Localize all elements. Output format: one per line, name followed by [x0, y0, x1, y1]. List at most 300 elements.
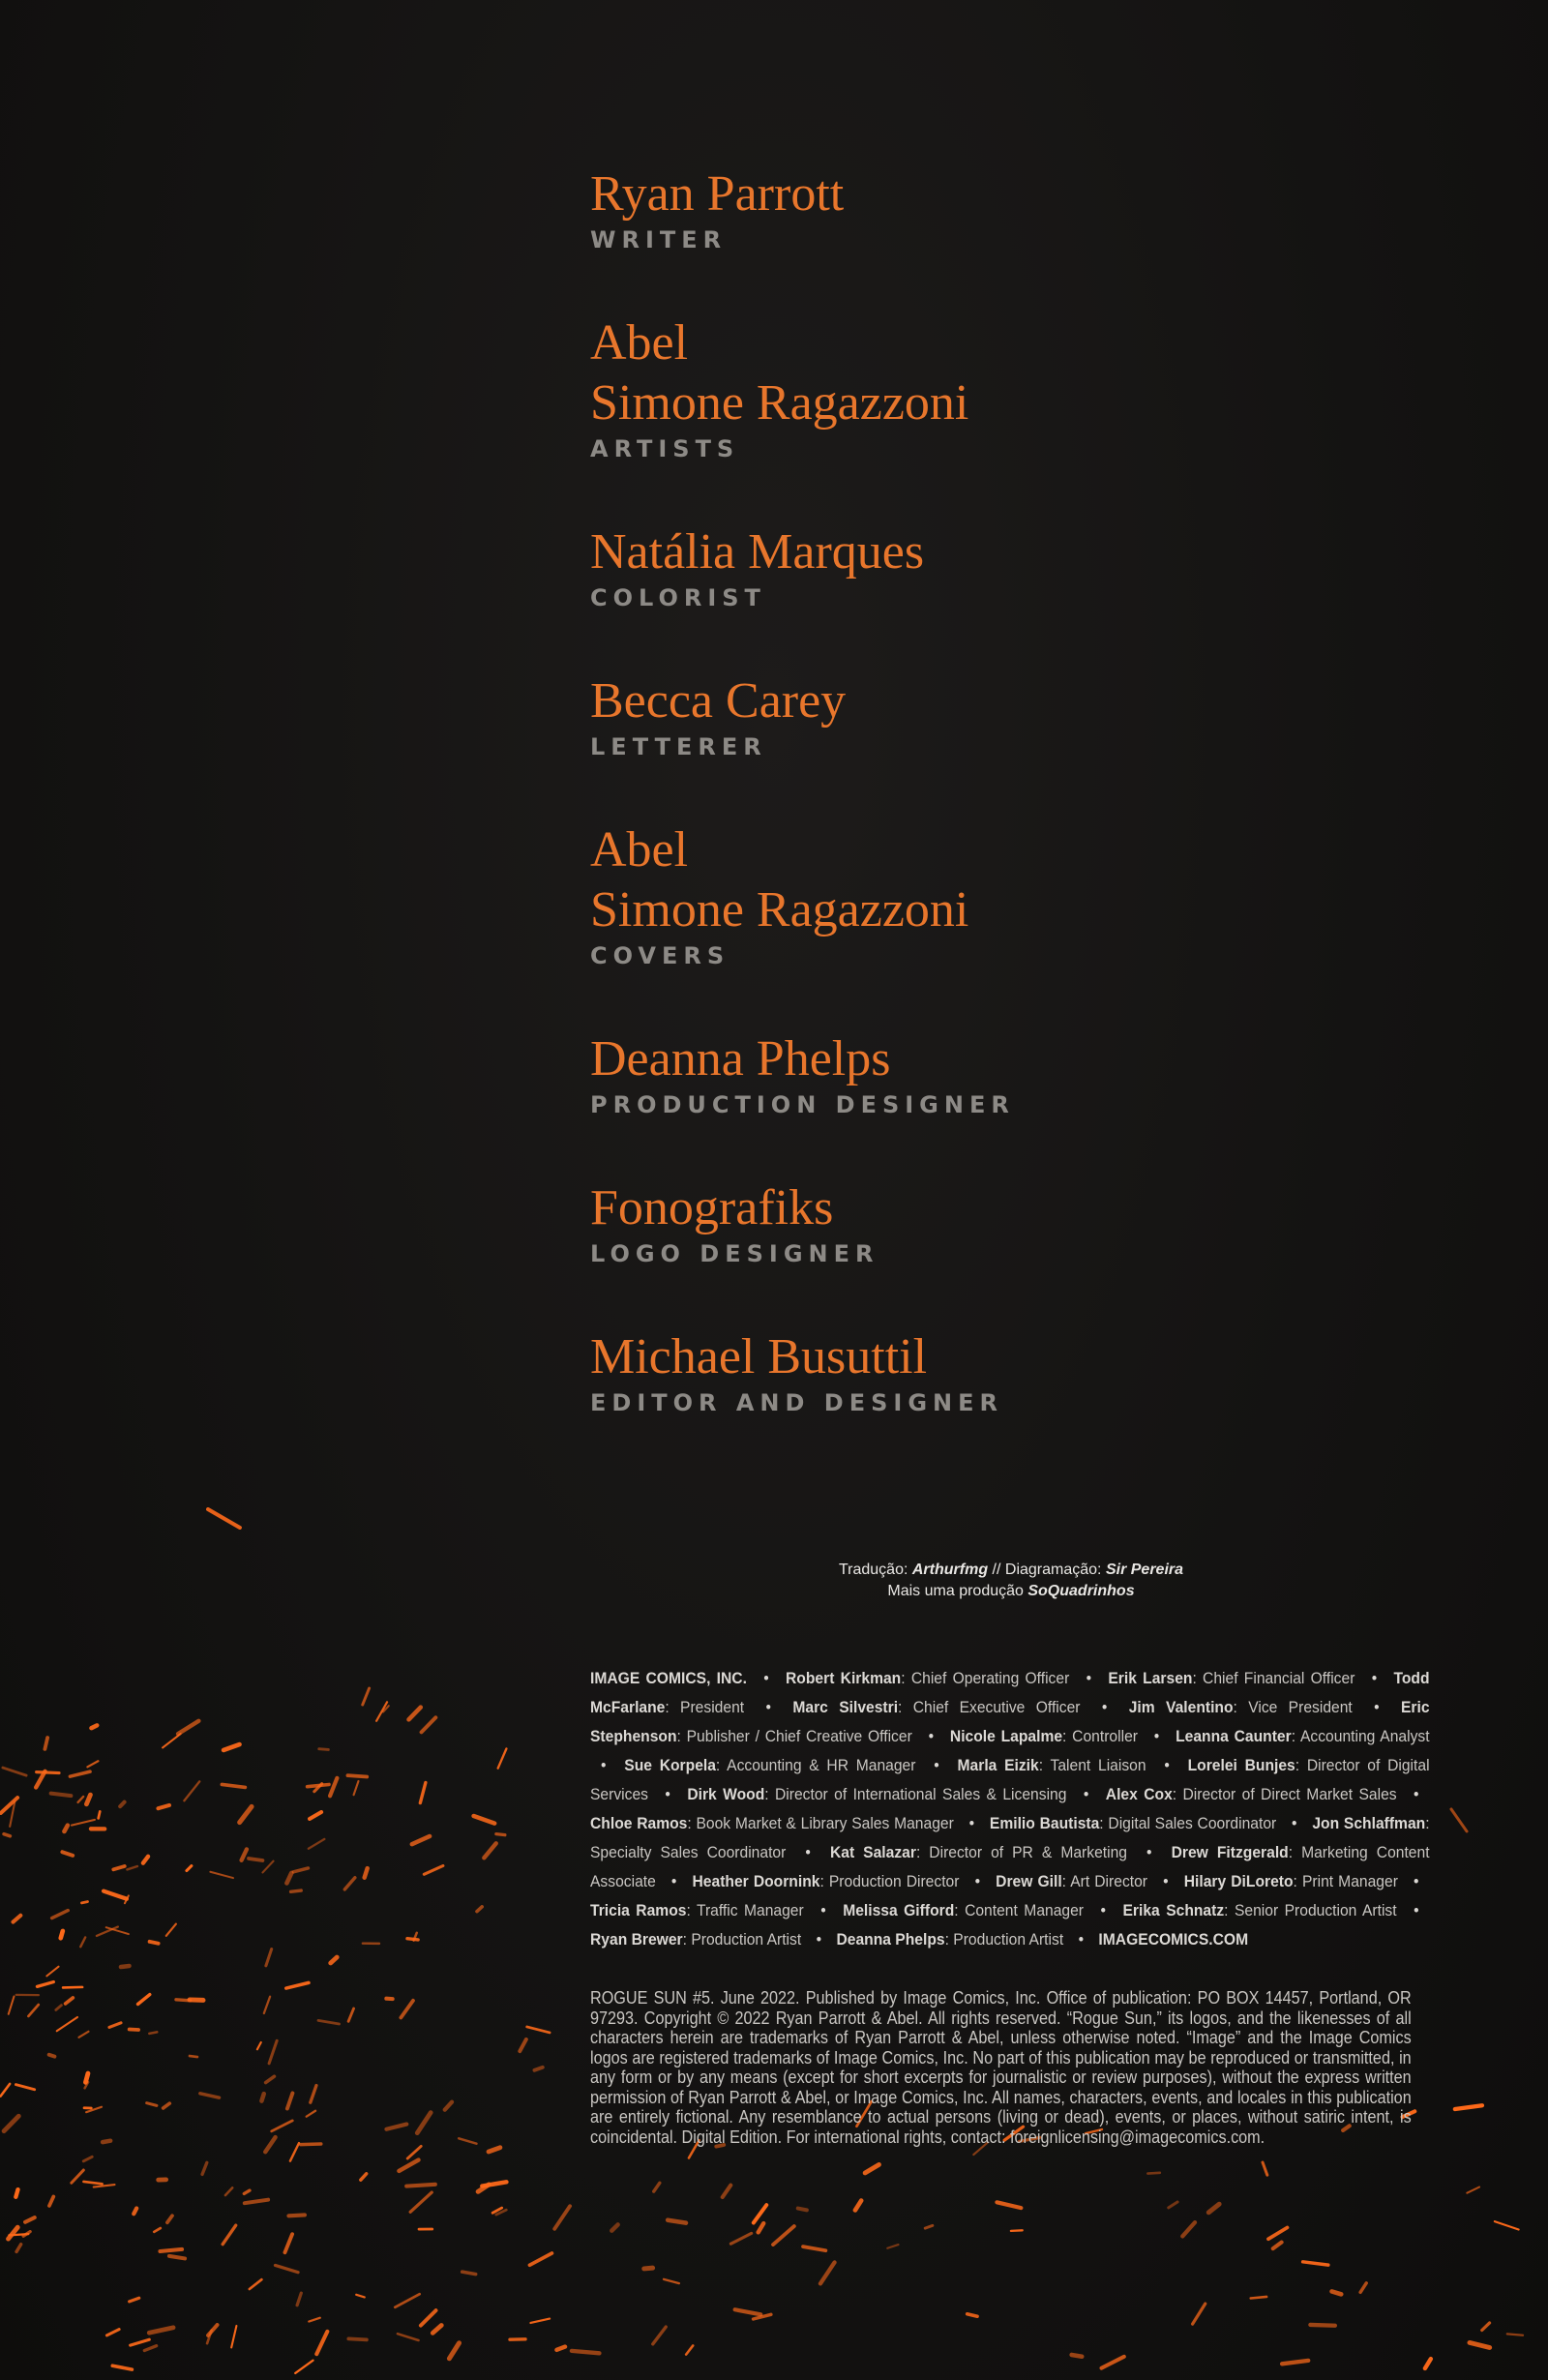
ember-spark — [70, 1771, 90, 1776]
ember-spark — [307, 2111, 315, 2117]
bullet-separator: • — [763, 1669, 769, 1687]
ember-spark — [1263, 2162, 1267, 2175]
ember-spark — [668, 2220, 686, 2223]
ember-spark — [477, 1907, 482, 1912]
ember-spark — [1303, 2262, 1328, 2265]
ember-spark — [1268, 2227, 1288, 2239]
staff-entry — [590, 1669, 747, 1687]
ember-spark — [49, 2196, 53, 2205]
ember-spark — [887, 2245, 898, 2248]
ember-spark — [51, 1794, 72, 1797]
staff-name: Drew Fitzgerald — [1171, 1843, 1289, 1861]
staff-title: : Chief Executive Officer — [898, 1698, 1081, 1716]
staff-title: : Accounting & HR Manager — [715, 1756, 916, 1774]
ember-spark — [154, 2228, 161, 2232]
ember-spark — [1360, 2283, 1366, 2293]
bullet-separator: • — [1414, 1901, 1419, 1919]
ember-spark — [1482, 2323, 1490, 2331]
ember-spark — [773, 2226, 794, 2245]
ember-spark — [459, 2138, 476, 2143]
ember-spark — [245, 2200, 268, 2204]
translator-name: Arthurfmg — [911, 1562, 989, 1578]
staff-name: Sue Korpela — [624, 1756, 716, 1774]
ember-spark — [160, 2249, 182, 2251]
staff-title: : Traffic Manager — [686, 1901, 804, 1919]
staff-title: : Accounting Analyst — [1291, 1727, 1430, 1745]
ember-spark — [330, 1778, 337, 1796]
staff-name: IMAGECOMICS.COM — [1098, 1930, 1249, 1949]
credit-name: Becca Carey — [590, 673, 847, 729]
ember-spark — [16, 2245, 21, 2252]
staff-title: : Chief Financial Officer — [1192, 1669, 1355, 1687]
ember-spark — [530, 2319, 550, 2323]
ember-spark — [489, 2148, 500, 2152]
credit-covers — [590, 820, 1461, 969]
ember-spark — [266, 1949, 272, 1966]
ember-spark — [66, 1998, 74, 2004]
ember-spark — [432, 2325, 441, 2333]
staff-title: : Talent Liaison — [1038, 1756, 1146, 1774]
ember-spark — [225, 2187, 232, 2195]
bullet-separator: • — [934, 1756, 939, 1774]
bullet-separator: • — [1146, 1843, 1152, 1861]
ember-spark — [654, 2183, 660, 2191]
bullet-separator: • — [670, 1872, 677, 1890]
credit-role: LOGO DESIGNER — [590, 1240, 879, 1267]
bullet-separator: • — [820, 1901, 826, 1919]
staff-entry — [1106, 1785, 1397, 1803]
staff-name: Tricia Ramos — [590, 1901, 687, 1919]
ember-spark — [409, 1708, 421, 1720]
staff-name: Chloe Ramos — [590, 1814, 688, 1832]
ember-spark — [556, 2347, 565, 2350]
ember-spark — [311, 2086, 316, 2103]
ember-spark — [410, 2192, 432, 2212]
ember-spark — [406, 2185, 435, 2187]
ember-spark — [83, 2157, 92, 2161]
staff-entry — [843, 1901, 1084, 1919]
credit-editor — [590, 1327, 1461, 1416]
ember-spark — [925, 2225, 933, 2228]
ember-spark — [87, 1761, 98, 1767]
staff-name: Robert Kirkman — [786, 1669, 902, 1687]
staff-entry — [958, 1756, 1146, 1774]
ember-spark — [347, 1775, 367, 1776]
ember-spark — [242, 1849, 247, 1859]
ember-spark — [99, 1811, 101, 1818]
ember-spark — [361, 2174, 367, 2180]
ember-spark — [356, 2295, 365, 2298]
ember-spark — [3, 1768, 26, 1775]
ember-spark — [365, 1868, 368, 1878]
staff-name: Deanna Phelps — [836, 1930, 945, 1949]
bullet-separator: • — [601, 1756, 607, 1774]
ember-spark — [164, 2103, 170, 2108]
ember-spark — [310, 1812, 321, 1819]
ember-spark — [407, 2146, 421, 2158]
staff-title: : Director of International Sales & Licensing — [764, 1785, 1067, 1803]
ember-spark — [401, 2001, 413, 2018]
image-comics-staff-list — [590, 1664, 1430, 1954]
ember-spark — [997, 2202, 1021, 2208]
ember-spark — [130, 2298, 139, 2302]
ember-spark — [62, 1852, 73, 1856]
bullet-separator: • — [1163, 1872, 1169, 1890]
credit-role: WRITER — [590, 226, 728, 253]
ember-spark — [295, 2361, 313, 2373]
ember-spark — [223, 2225, 236, 2245]
ember-spark — [9, 1996, 15, 2013]
ember-spark — [297, 2293, 301, 2306]
staff-title: : Book Market & Library Sales Manager — [687, 1814, 954, 1832]
credit-role: EDITOR AND DESIGNER — [590, 1389, 1003, 1416]
credit-letterer — [590, 671, 1461, 760]
ember-spark — [348, 2008, 353, 2021]
ember-spark — [723, 2186, 730, 2197]
staff-title: : Art Director — [1061, 1872, 1148, 1890]
ember-spark — [272, 2121, 293, 2131]
bullet-separator: • — [1086, 1669, 1092, 1687]
ember-spark — [1251, 2297, 1266, 2299]
ember-spark — [331, 1957, 338, 1963]
ember-spark — [86, 1795, 90, 1804]
ember-spark — [64, 1826, 67, 1831]
staff-name: Alex Cox — [1105, 1785, 1173, 1803]
bullet-separator: • — [968, 1814, 975, 1832]
staff-name: Todd McFarlane — [590, 1669, 1430, 1716]
bullet-separator: • — [765, 1698, 771, 1716]
ember-spark — [61, 1931, 63, 1938]
ember-spark — [9, 2227, 18, 2239]
staff-entry — [950, 1727, 1138, 1745]
ember-spark — [208, 1509, 240, 1528]
staff-entry — [836, 1930, 1063, 1949]
ember-spark — [1273, 2243, 1282, 2248]
legal-indicia: ROGUE SUN #5. June 2022. Published by Image Comics, Inc. Office of publication: PO BOX 14457, Portland, OR 97293. Copyright © 2022 Ryan Parrott & Abel. All rights reserved. “Rogue Sun,” its logos, and the likenesses of all characters herein are trademarks of Ryan Parrott & Abel, unless otherwise noted. “Image” and the Image Comics logos are registered trademarks of Image Comics, Inc. No part of this publication may be reproduced or transmitted, in any form or by any means (except for short excerpts for journalistic or review purposes), without the express written permission of Ryan Parrott & Abel, or Image Comics, Inc. All names, characters, events, and locales in this publication are entirely fictional. Any resemblance to actual persons (living or dead), events, or places, without satiric intent, is coincidental. Digital Edition. For international rights, contact: foreignlicensing@imagecomics.com. — [590, 1988, 1412, 2147]
staff-name: Jim Valentino — [1128, 1698, 1234, 1716]
credit-production-designer — [590, 1029, 1461, 1118]
ember-spark — [112, 2365, 132, 2369]
staff-title: : Vice President — [1233, 1698, 1353, 1716]
ember-spark — [4, 1834, 10, 1836]
credit-colorist — [590, 522, 1461, 611]
ember-spark — [15, 2189, 17, 2197]
bullet-separator: • — [1078, 1930, 1085, 1949]
ember-spark — [376, 1702, 387, 1720]
ember-spark — [269, 2040, 277, 2064]
bullet-separator: • — [816, 1930, 822, 1949]
ember-spark — [187, 1866, 192, 1871]
ember-spark — [318, 2020, 340, 2024]
staff-name: Lorelei Bunjes — [1187, 1756, 1295, 1774]
ember-spark — [178, 1721, 198, 1734]
staff-name: Drew Gill — [996, 1872, 1062, 1890]
staff-title: : Publisher / Chief Creative Officer — [676, 1727, 912, 1745]
credit-name: Simone Ragazzoni — [590, 375, 969, 431]
ember-spark — [968, 2314, 977, 2316]
staff-title: : Production Artist — [944, 1930, 1064, 1949]
layout-artist-name: Sir Pereira — [1105, 1562, 1184, 1578]
ember-spark — [223, 1744, 239, 1750]
ember-spark — [208, 2325, 217, 2335]
ember-spark — [309, 2318, 320, 2322]
staff-title: : Production Director — [819, 1872, 960, 1890]
staff-title: : President — [665, 1698, 745, 1716]
bullet-separator: • — [805, 1843, 811, 1861]
bullet-separator: • — [665, 1785, 670, 1803]
staff-name: Kat Salazar — [829, 1843, 916, 1861]
ember-spark — [287, 2093, 292, 2108]
ember-spark — [386, 2125, 406, 2129]
staff-entry — [590, 1814, 954, 1832]
ember-spark — [94, 2185, 115, 2187]
bullet-separator: • — [1153, 1727, 1160, 1745]
ember-spark — [482, 2182, 506, 2186]
ember-spark — [264, 1997, 270, 2013]
ember-spark — [210, 1872, 233, 1878]
bullet-separator: • — [928, 1727, 935, 1745]
staff-entry — [830, 1843, 1127, 1861]
ember-spark — [138, 1995, 150, 2005]
bullet-separator: • — [1374, 1698, 1380, 1716]
group-name: SoQuadrinhos — [1027, 1583, 1135, 1599]
translation-line — [590, 1560, 1432, 1581]
bullet-separator: • — [1083, 1785, 1089, 1803]
ember-spark — [190, 2056, 197, 2057]
staff-title: : Senior Production Artist — [1224, 1901, 1397, 1919]
ember-spark — [462, 2272, 476, 2274]
credit-name: Simone Ragazzoni — [590, 882, 969, 937]
ember-spark — [759, 2223, 764, 2232]
staff-title: : Director of Direct Market Sales — [1172, 1785, 1397, 1803]
ember-spark — [266, 2076, 275, 2082]
ember-spark — [147, 2103, 157, 2106]
ember-spark — [45, 1738, 47, 1749]
ember-spark — [1101, 2357, 1123, 2368]
ember-spark — [85, 2073, 87, 2082]
ember-spark — [286, 1873, 291, 1884]
staff-entry — [1176, 1727, 1429, 1745]
ember-spark — [1332, 2291, 1342, 2294]
ember-spark — [319, 1749, 329, 1750]
credit-logo-designer — [590, 1178, 1461, 1267]
ember-spark — [166, 1924, 176, 1936]
staff-name: Marla Eizik — [957, 1756, 1039, 1774]
credit-role: PRODUCTION DESIGNER — [590, 1091, 1015, 1118]
ember-spark — [520, 2039, 526, 2051]
ember-spark — [127, 1866, 137, 1869]
ember-spark — [150, 1942, 159, 1944]
ember-spark — [250, 2279, 262, 2289]
ember-spark — [1193, 2304, 1206, 2324]
staff-entry — [1098, 1930, 1248, 1949]
ember-spark — [167, 2216, 172, 2222]
staff-entry — [786, 1669, 1069, 1687]
ember-spark — [202, 2162, 207, 2174]
bullet-separator: • — [974, 1872, 981, 1890]
ember-spark — [820, 2262, 835, 2283]
ember-spark — [169, 2256, 185, 2259]
ember-spark — [262, 1861, 273, 1873]
ember-spark — [293, 1868, 308, 1872]
staff-title: : Controller — [1062, 1727, 1138, 1745]
ember-spark — [49, 2055, 55, 2057]
ember-spark — [316, 2332, 327, 2354]
ember-spark — [1507, 2334, 1523, 2335]
ember-spark — [348, 2338, 367, 2339]
ember-spark — [72, 1820, 95, 1826]
staff-name: Erika Schnatz — [1122, 1901, 1225, 1919]
production-line — [590, 1581, 1432, 1602]
ember-spark — [265, 2137, 275, 2152]
staff-entry — [1108, 1669, 1354, 1687]
staff-name: IMAGE COMICS, INC. — [590, 1669, 747, 1687]
staff-title: : Print Manager — [1293, 1872, 1398, 1890]
staff-title: : Production Artist — [682, 1930, 802, 1949]
ember-spark — [149, 2032, 157, 2034]
ember-spark — [421, 2310, 436, 2326]
ember-spark — [13, 1916, 20, 1922]
ember-spark — [1455, 2105, 1482, 2109]
staff-entry — [687, 1785, 1066, 1803]
staff-name: Leanna Caunter — [1176, 1727, 1292, 1745]
ember-spark — [4, 2116, 18, 2130]
bullet-separator: • — [1100, 1901, 1106, 1919]
ember-spark — [1467, 2187, 1479, 2193]
ember-spark — [1282, 2361, 1308, 2364]
bullet-separator: • — [1371, 1669, 1378, 1687]
staff-name: Eric Stephenson — [590, 1698, 1430, 1745]
ember-spark — [80, 1938, 85, 1948]
staff-entry — [990, 1814, 1276, 1832]
ember-spark — [417, 2113, 431, 2133]
ember-spark — [529, 2253, 551, 2265]
staff-entry — [590, 1901, 804, 1919]
staff-name: Heather Doornink — [692, 1872, 820, 1890]
separator: // — [992, 1562, 1001, 1578]
ember-spark — [420, 1783, 426, 1803]
ember-spark — [222, 1784, 245, 1787]
staff-title: : Specialty Sales Coordinator — [590, 1814, 1430, 1861]
ember-spark — [109, 2023, 121, 2028]
staff-entry — [590, 1930, 801, 1949]
ember-spark — [91, 1725, 97, 1728]
ember-spark — [496, 1834, 505, 1835]
ember-spark — [79, 2032, 89, 2038]
ember-spark — [81, 1902, 87, 1903]
ember-spark — [284, 2234, 292, 2252]
staff-title: : Content Manager — [954, 1901, 1085, 1919]
staff-entry — [1184, 1872, 1398, 1890]
ember-spark — [249, 1859, 262, 1860]
ember-spark — [184, 1781, 199, 1800]
ember-spark — [611, 2224, 617, 2230]
staff-name: Hilary DiLoreto — [1183, 1872, 1294, 1890]
ember-spark — [52, 1911, 69, 1919]
credit-role: LETTERER — [590, 733, 767, 760]
ember-spark — [113, 1866, 124, 1869]
ember-spark — [46, 1967, 58, 1977]
staff-title: : Marketing Content Associate — [590, 1843, 1430, 1890]
bullet-separator: • — [1414, 1785, 1419, 1803]
ember-spark — [1208, 2204, 1219, 2213]
ember-spark — [158, 1805, 168, 1808]
ember-spark — [106, 2330, 119, 2335]
bullet-separator: • — [1164, 1756, 1170, 1774]
ember-spark — [395, 2294, 419, 2307]
ember-spark — [686, 2345, 693, 2354]
ember-spark — [56, 2006, 62, 2010]
staff-entry — [1122, 1901, 1396, 1919]
ember-spark — [72, 2170, 83, 2183]
ember-spark — [104, 1891, 127, 1899]
ember-spark — [120, 1802, 124, 1806]
credit-name: Abel — [590, 822, 689, 878]
ember-spark — [644, 2268, 653, 2269]
ember-spark — [798, 2209, 807, 2211]
ember-spark — [286, 1982, 309, 1988]
ember-spark — [23, 2232, 30, 2237]
ember-spark — [449, 2343, 459, 2359]
ember-spark — [534, 2068, 543, 2070]
ember-spark — [803, 2246, 825, 2250]
ember-spark — [398, 2334, 419, 2340]
ember-spark — [422, 1717, 436, 1732]
staff-title: : Chief Operating Officer — [901, 1669, 1070, 1687]
credit-name: Natália Marques — [590, 524, 925, 580]
ember-spark — [261, 2094, 263, 2100]
staff-title: : Digital Sales Coordinator — [1099, 1814, 1277, 1832]
ember-spark — [407, 1939, 418, 1940]
ember-spark — [25, 2217, 35, 2222]
ember-spark — [735, 2309, 761, 2314]
staff-name: Marc Silvestri — [792, 1698, 899, 1716]
credit-artists — [590, 313, 1461, 462]
ember-spark — [290, 2143, 299, 2161]
credit-role: COLORIST — [590, 584, 766, 611]
ember-spark — [37, 1772, 59, 1773]
ember-spark — [1, 2084, 11, 2097]
credit-name: Michael Busuttil — [590, 1329, 928, 1384]
ember-spark — [301, 2144, 321, 2145]
ember-spark — [200, 2094, 220, 2097]
ember-spark — [15, 2085, 34, 2090]
credits-list — [590, 164, 1461, 1476]
ember-spark — [1072, 2355, 1083, 2357]
ember-spark — [1169, 2202, 1177, 2208]
ember-spark — [1182, 2222, 1195, 2236]
ember-spark — [498, 1748, 507, 1768]
ember-spark — [1011, 2230, 1023, 2231]
ember-spark — [57, 2017, 77, 2031]
ember-spark — [288, 2215, 305, 2216]
staff-title: : Director of Digital Services — [590, 1756, 1430, 1803]
ember-spark — [144, 2346, 156, 2351]
ember-spark — [143, 1857, 148, 1863]
ember-spark — [424, 1866, 443, 1875]
staff-entry — [624, 1756, 915, 1774]
staff-name: Emilio Bautista — [989, 1814, 1100, 1832]
ember-spark — [730, 2233, 751, 2244]
ember-spark — [257, 2042, 261, 2049]
ember-spark — [1310, 2325, 1334, 2326]
ember-spark — [653, 2327, 666, 2344]
ember-spark — [554, 2206, 570, 2229]
staff-name: Ryan Brewer — [590, 1930, 683, 1949]
credit-role: ARTISTS — [590, 435, 740, 462]
ember-spark — [231, 2326, 236, 2347]
ember-spark — [1147, 2173, 1160, 2174]
